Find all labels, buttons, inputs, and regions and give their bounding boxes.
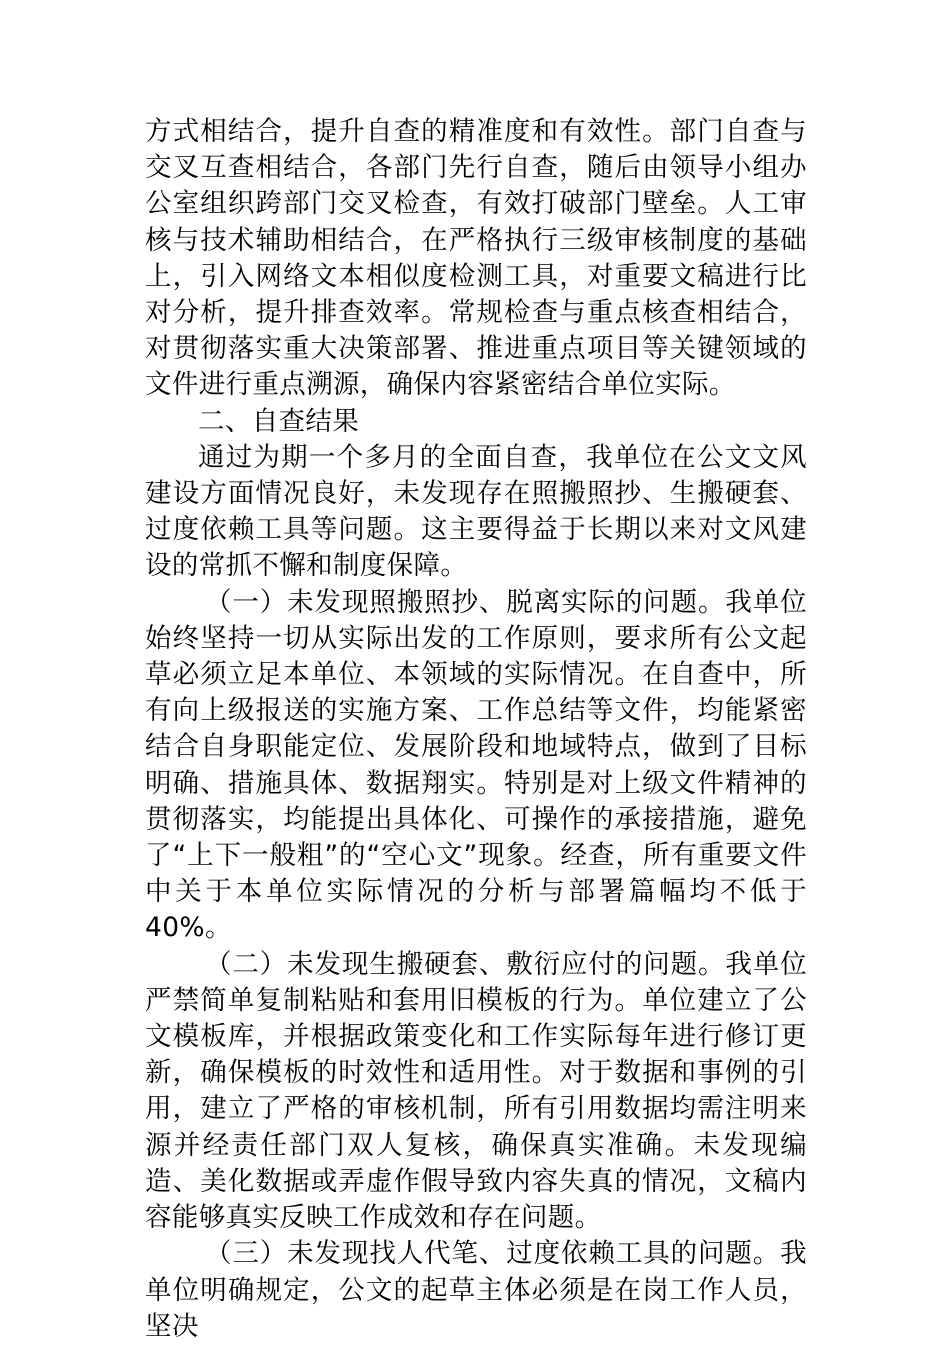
paragraph-item-2: （二）未发现生搬硬套、敷衍应付的问题。我单位严禁简单复制粘贴和套用旧模板的行为。单位建立了公文模板库，并根据政策变化和工作实际每年进行修订更新，确保模板的时效性和适用性。对于数据和事例的引用，建立了严格的审核机制，所有引用数据均需注明来源并经责任部门双人复核，确保真实准确。未发现编造、美化数据或弄虚作假导致内容失真的情况，文稿内容能够真实反映工作成效和存在问题。 <box>145 948 807 1234</box>
paragraph-method: 方式相结合，提升自查的精准度和有效性。部门自查与交叉互查相结合，各部门先行自查，随后由领导小组办公室组织跨部门交叉检查，有效打破部门壁垒。人工审核与技术辅助相结合，在严格执行三级审核制度的基础上，引入网络文本相似度检测工具，对重要文稿进行比对分析，提升排查效率。常规检查与重点核查相结合，对贯彻落实重大决策部署、推进重点项目等关键领域的文件进行重点溯源，确保内容紧密结合单位实际。 <box>145 116 807 401</box>
paragraph-item-1: （一）未发现照搬照抄、脱离实际的问题。我单位始终坚持一切从实际出发的工作原则，要求所有公文起草必须立足本单位、本领域的实际情况。在自查中，所有向上级报送的实施方案、工作总结等文件，均能紧密结合自身职能定位、发展阶段和地域特点，做到了目标明确、措施具体、数据翔实。特别是对上级文件精神的贯彻落实，均能提出具体化、可操作的承接措施，避免了“上下一般粗”的“空心文”现象。经查，所有重要文件中关于本单位实际情况的分析与部署篇幅均不低于40%。 <box>145 586 807 944</box>
document-page <box>145 114 807 1345</box>
section-heading-results: 二、自查结果 <box>198 405 360 437</box>
paragraph-results-summary: 通过为期一个多月的全面自查，我单位在公文文风建设方面情况良好，未发现存在照搬照抄、生搬硬套、过度依赖工具等问题。这主要得益于长期以来对文风建设的常抓不懈和制度保障。 <box>145 441 807 582</box>
paragraph-item-3: （三）未发现找人代笔、过度依赖工具的问题。我单位明确规定，公文的起草主体必须是在岗工作人员，坚决 <box>145 1238 807 1342</box>
